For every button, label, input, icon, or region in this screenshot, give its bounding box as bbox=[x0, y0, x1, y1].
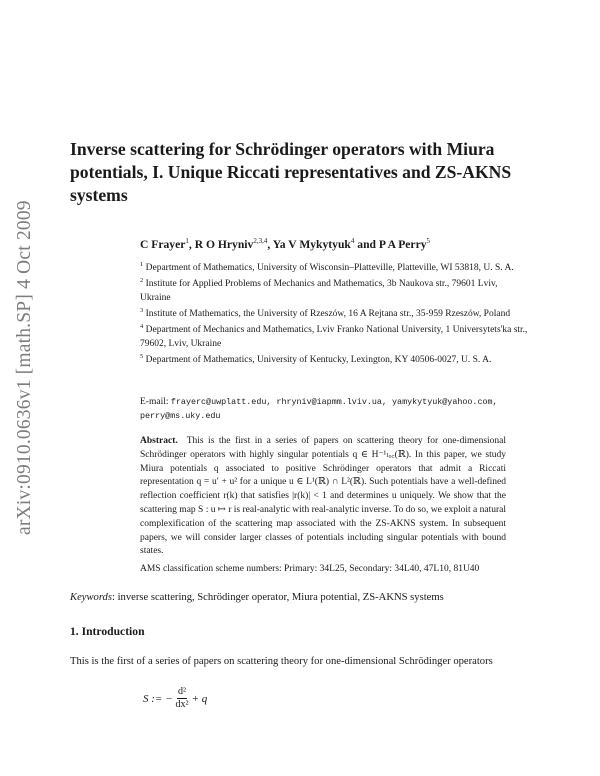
paper-title: Inverse scattering for Schrödinger operators with Miura potentials, I. Unique Riccati representatives and ZS-AKNS systems bbox=[70, 139, 512, 205]
operator-formula bbox=[143, 686, 207, 711]
abstract-text: This is the first in a series of papers on scattering theory for one-dimensional Schrödinger operators with highly singular potentials q ∈ H⁻¹ₗₒ꜀(ℝ). In this paper, we study Miura potentials q associated to positive Schrödinger operators that admit a Riccati representation q = u′ + u² for a unique u ∈ L¹(ℝ) ∩ L²(ℝ). Such potentials have a well-defined reflection coefficient r(k) that satisfies |r(k)| < 1 and determines u uniquely. We show that the scattering map S : u ↦ r is real-analytic with real-analytic inverse. To do so, we exploit a natural complexification of the scattering map associated with the ZS-AKNS system. In subsequent papers, we will consider larger classes of potentials including singular potentials with bound states. bbox=[140, 436, 507, 557]
author-name: R O Hryniv bbox=[194, 238, 254, 251]
author-separator: and bbox=[354, 238, 379, 251]
affiliation-number: 3 bbox=[140, 307, 144, 315]
author-affil-ref: 5 bbox=[426, 237, 431, 245]
author-affil-ref: 1 bbox=[185, 237, 189, 245]
formula-fraction bbox=[176, 686, 189, 711]
formula-lhs: S := − bbox=[143, 692, 173, 705]
affiliation bbox=[140, 308, 530, 322]
abstract bbox=[140, 435, 506, 559]
author-separator: , bbox=[267, 238, 273, 251]
affiliation-list bbox=[140, 262, 530, 371]
affiliation-number: 1 bbox=[140, 261, 144, 268]
keywords-label: Keywords bbox=[70, 592, 112, 603]
affiliation bbox=[140, 278, 530, 306]
formula-denominator: dx² bbox=[175, 699, 189, 710]
affiliation-text: Institute for Applied Problems of Mechanics and Mathematics, 3b Naukova str., 79601 Lviv, Ukraine bbox=[140, 279, 498, 303]
email-label: E-mail: bbox=[140, 397, 171, 407]
author-affil-ref: 4 bbox=[350, 237, 355, 245]
abstract-heading: Abstract. bbox=[140, 436, 178, 446]
intro-paragraph: This is the first of a series of papers on scattering theory for one-dimensional Schrödinger operators bbox=[70, 656, 493, 667]
affiliation-number: 2 bbox=[140, 277, 144, 285]
email-addresses[interactable]: frayerc@uwplatt.edu, rhryniv@iapmm.lviv.ua, yamykytyuk@yahoo.com, perry@ms.uky.edu bbox=[140, 397, 498, 421]
affiliation bbox=[140, 262, 530, 276]
affiliation-number: 4 bbox=[140, 323, 144, 331]
keywords bbox=[70, 591, 540, 605]
author-name: P A Perry bbox=[378, 238, 427, 251]
affiliation-text: Department of Mathematics, University of Wisconsin–Platteville, Platteville, WI 53818, U. S. A. bbox=[145, 263, 514, 273]
affiliation-text: Institute of Mathematics, the University of Rzeszów, 16 A Rejtana str., 35-959 Rzeszów, Poland bbox=[145, 309, 511, 320]
author-list bbox=[140, 237, 540, 252]
affiliation bbox=[140, 354, 530, 368]
affiliation-number: 5 bbox=[140, 353, 144, 361]
email-block bbox=[140, 396, 535, 424]
keywords-text: : inverse scattering, Schrödinger operator, Miura potential, ZS-AKNS systems bbox=[111, 592, 444, 603]
author-separator: , bbox=[188, 238, 195, 251]
author-name: Ya V Mykytyuk bbox=[272, 238, 351, 251]
affiliation bbox=[140, 324, 530, 352]
author-affil-ref: 2,3,4 bbox=[253, 237, 268, 245]
arxiv-identifier: arXiv:0910.0636v1 [math.SP] 4 Oct 2009 bbox=[14, 200, 35, 535]
section-heading: 1. Introduction bbox=[70, 625, 145, 638]
affiliation-text: Department of Mathematics, University of Kentucky, Lexington, KY 40506-0027, U. S. A. bbox=[145, 355, 492, 366]
author-name: C Frayer bbox=[140, 238, 186, 251]
ams-classification: AMS classification scheme numbers: Primary: 34L25, Secondary: 34L40, 47L10, 81U40 bbox=[140, 564, 480, 574]
formula-rhs: + q bbox=[191, 692, 208, 705]
affiliation-text: Department of Mechanics and Mathematics, Lviv Franko National University, 1 Universytets'ka str., 79602, Lviv, Ukraine bbox=[140, 325, 528, 350]
formula-numerator: d² bbox=[178, 686, 187, 697]
